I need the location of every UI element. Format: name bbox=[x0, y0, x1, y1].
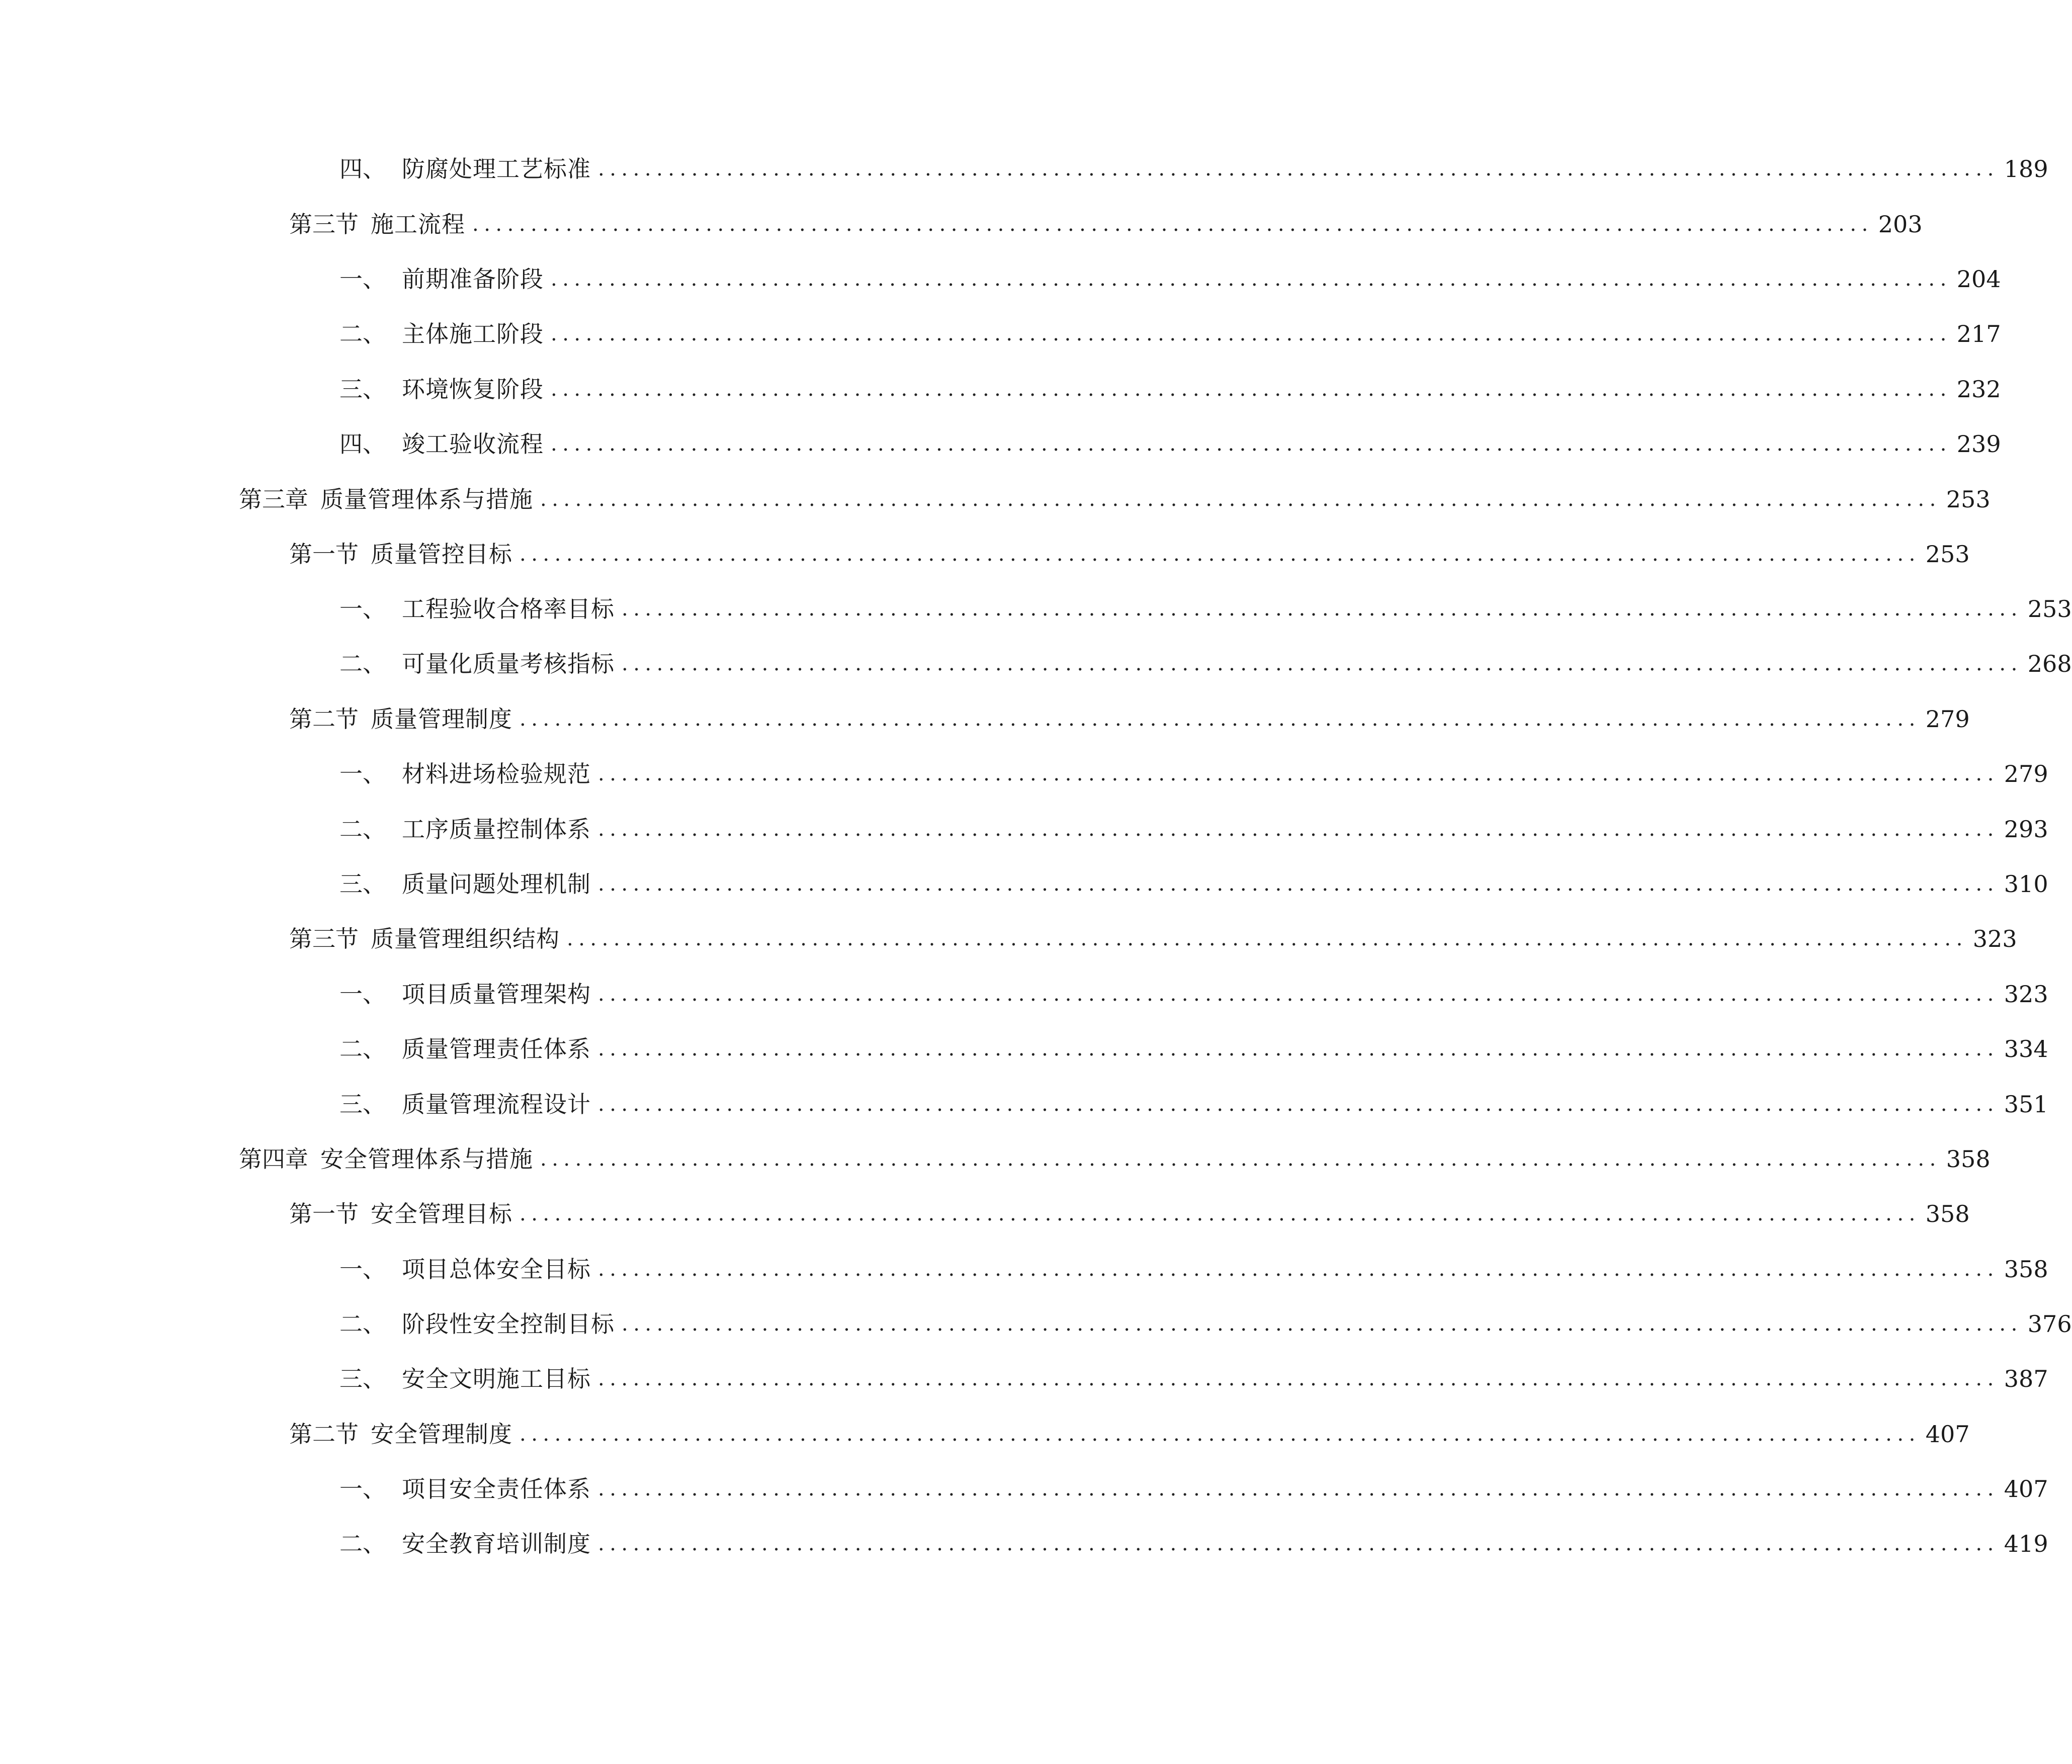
toc-entry-number: 第三节 bbox=[289, 925, 359, 952]
toc-entry[interactable] bbox=[239, 1139, 1991, 1179]
toc-entry-page: 419 bbox=[2004, 1530, 2048, 1557]
toc-entry-page: 253 bbox=[1925, 541, 1970, 568]
toc-entry[interactable] bbox=[289, 204, 1923, 244]
toc-entry-title: 质量问题处理机制 bbox=[402, 870, 591, 898]
toc-entry[interactable] bbox=[289, 1194, 1970, 1234]
toc-entry[interactable] bbox=[339, 1084, 2048, 1124]
toc-entry-page: 358 bbox=[1925, 1200, 1970, 1227]
toc-entry[interactable] bbox=[339, 1524, 2048, 1564]
toc-entry-page: 376 bbox=[2027, 1310, 2072, 1338]
toc-entry-number: 第二节 bbox=[289, 705, 359, 733]
toc-entry-number: 三、 bbox=[339, 1091, 386, 1118]
toc-entry-page: 268 bbox=[2027, 650, 2072, 677]
toc-entry-page: 232 bbox=[1956, 376, 2001, 403]
toc-entry-page: 351 bbox=[2004, 1091, 2048, 1118]
dot-leader: ........................................................................................................................ bbox=[520, 708, 1921, 731]
toc-entry-title: 材料进场检验规范 bbox=[402, 760, 591, 787]
toc-entry-page: 293 bbox=[2004, 816, 2048, 843]
toc-entry[interactable] bbox=[239, 479, 1991, 519]
dot-leader: ........................................................................................................................ bbox=[520, 543, 1921, 566]
dot-leader: ........................................................................................................................ bbox=[598, 818, 1999, 841]
toc-entry-title: 质量管理体系与措施 bbox=[320, 486, 533, 513]
dot-leader: ........................................................................................................................ bbox=[622, 1312, 2023, 1336]
toc-entry-title: 安全管理制度 bbox=[371, 1421, 512, 1448]
dot-leader: ........................................................................................................................ bbox=[567, 927, 1968, 950]
dot-leader: ........................................................................................................................ bbox=[551, 378, 1952, 401]
toc-entry[interactable] bbox=[339, 369, 2001, 409]
dot-leader: ........................................................................................................................ bbox=[540, 1148, 1941, 1171]
toc-entry-title: 可量化质量考核指标 bbox=[402, 650, 615, 677]
dot-leader: ........................................................................................................................ bbox=[622, 652, 2023, 675]
toc-entry-number: 第四章 bbox=[239, 1145, 308, 1173]
toc-entry-number: 二、 bbox=[339, 1035, 386, 1063]
toc-entry-number: 四、 bbox=[339, 430, 386, 458]
toc-entry[interactable] bbox=[339, 1029, 2048, 1069]
toc-entry-number: 二、 bbox=[339, 1310, 386, 1338]
toc-entry-number: 二、 bbox=[339, 650, 386, 677]
toc-entry-number: 第一节 bbox=[289, 541, 359, 568]
toc-entry-title: 项目总体安全目标 bbox=[402, 1256, 591, 1283]
toc-entry-page: 253 bbox=[2027, 595, 2072, 623]
dot-leader: ........................................................................................................................ bbox=[598, 1532, 1999, 1555]
toc-entry-title: 安全文明施工目标 bbox=[402, 1365, 591, 1392]
dot-leader: ........................................................................................................................ bbox=[520, 1202, 1921, 1225]
toc-entry-page: 279 bbox=[1925, 705, 1970, 733]
toc-entry-page: 204 bbox=[1956, 266, 2001, 293]
toc-entry-title: 防腐处理工艺标准 bbox=[402, 155, 591, 183]
toc-entry[interactable] bbox=[339, 864, 2048, 904]
toc-entry-number: 一、 bbox=[339, 981, 386, 1008]
toc-entry-number: 三、 bbox=[339, 1365, 386, 1392]
toc-entry-number: 三、 bbox=[339, 376, 386, 403]
toc-entry-title: 阶段性安全控制目标 bbox=[402, 1310, 615, 1338]
toc-entry-number: 第一节 bbox=[289, 1200, 359, 1227]
toc-entry-number: 三、 bbox=[339, 870, 386, 898]
toc-entry-number: 一、 bbox=[339, 760, 386, 787]
toc-entry-number: 一、 bbox=[339, 1256, 386, 1283]
toc-entry-number: 二、 bbox=[339, 816, 386, 843]
dot-leader: ........................................................................................................................ bbox=[598, 1093, 1999, 1116]
toc-entry-page: 323 bbox=[1972, 925, 2017, 952]
toc-entry-title: 环境恢复阶段 bbox=[402, 376, 544, 403]
toc-entry-page: 203 bbox=[1878, 211, 1923, 238]
toc-entry[interactable] bbox=[289, 919, 2017, 959]
toc-entry-title: 质量管理流程设计 bbox=[402, 1091, 591, 1118]
dot-leader: ........................................................................................................................ bbox=[540, 488, 1941, 511]
toc-entry-title: 主体施工阶段 bbox=[402, 320, 544, 347]
dot-leader: ........................................................................................................................ bbox=[551, 432, 1952, 456]
toc-entry-page: 189 bbox=[2004, 155, 2048, 183]
toc-entry[interactable] bbox=[339, 149, 2048, 189]
toc-entry-title: 工序质量控制体系 bbox=[402, 816, 591, 843]
toc-entry[interactable] bbox=[339, 314, 2001, 354]
toc-entry-page: 358 bbox=[1946, 1145, 1991, 1173]
toc-entry-page: 358 bbox=[2004, 1256, 2048, 1283]
toc-entry-page: 217 bbox=[1956, 320, 2001, 347]
toc-entry-title: 质量管理制度 bbox=[371, 705, 512, 733]
toc-entry-page: 407 bbox=[1925, 1421, 1970, 1448]
toc-entry[interactable] bbox=[339, 424, 2001, 464]
toc-entry-page: 323 bbox=[2004, 981, 2048, 1008]
toc-entry-number: 第三节 bbox=[289, 211, 359, 238]
dot-leader: ........................................................................................................................ bbox=[520, 1423, 1921, 1446]
toc-entry-page: 407 bbox=[2004, 1475, 2048, 1503]
toc-entry-title: 安全管理目标 bbox=[371, 1200, 512, 1227]
toc-entry-title: 质量管理组织结构 bbox=[371, 925, 560, 952]
toc-entry[interactable] bbox=[339, 809, 2048, 849]
dot-leader: ........................................................................................................................ bbox=[598, 1367, 1999, 1390]
toc-entry-page: 279 bbox=[2004, 760, 2048, 787]
toc-entry-title: 质量管理责任体系 bbox=[402, 1035, 591, 1063]
toc-entry-number: 一、 bbox=[339, 1475, 386, 1503]
toc-entry-number: 一、 bbox=[339, 266, 386, 293]
dot-leader: ........................................................................................................................ bbox=[598, 872, 1999, 896]
toc-entry-number: 二、 bbox=[339, 320, 386, 347]
toc-entry[interactable] bbox=[339, 1469, 2048, 1509]
dot-leader: ........................................................................................................................ bbox=[598, 762, 1999, 785]
toc-entry[interactable] bbox=[339, 974, 2048, 1014]
dot-leader: ........................................................................................................................ bbox=[551, 322, 1952, 345]
toc-entry[interactable] bbox=[339, 644, 2072, 684]
dot-leader: ........................................................................................................................ bbox=[598, 1037, 1999, 1061]
toc-entry-title: 工程验收合格率目标 bbox=[402, 595, 615, 623]
toc-entry-title: 项目质量管理架构 bbox=[402, 981, 591, 1008]
dot-leader: ........................................................................................................................ bbox=[598, 157, 1999, 181]
toc-entry-page: 387 bbox=[2004, 1365, 2048, 1392]
dot-leader: ........................................................................................................................ bbox=[598, 1258, 1999, 1281]
toc-entry-page: 334 bbox=[2004, 1035, 2048, 1063]
toc-entry[interactable] bbox=[339, 589, 2072, 629]
dot-leader: ........................................................................................................................ bbox=[622, 597, 2023, 621]
toc-entry[interactable] bbox=[289, 1414, 1970, 1454]
toc-entry-title: 施工流程 bbox=[371, 211, 465, 238]
dot-leader: ........................................................................................................................ bbox=[598, 1477, 1999, 1501]
toc-entry[interactable] bbox=[289, 534, 1970, 574]
toc-entry[interactable] bbox=[339, 1304, 2072, 1344]
toc-entry-number: 二、 bbox=[339, 1530, 386, 1557]
toc-entry-title: 安全教育培训制度 bbox=[402, 1530, 591, 1557]
toc-entry-title: 竣工验收流程 bbox=[402, 430, 544, 458]
toc-entry-page: 253 bbox=[1946, 486, 1991, 513]
toc-entry-page: 310 bbox=[2004, 870, 2048, 898]
toc-entry[interactable] bbox=[339, 259, 2001, 299]
toc-entry-number: 一、 bbox=[339, 595, 386, 623]
toc-entry[interactable] bbox=[339, 754, 2048, 794]
toc-entry[interactable] bbox=[339, 1359, 2048, 1399]
toc-entry-number: 四、 bbox=[339, 155, 386, 183]
toc-entry-page: 239 bbox=[1956, 430, 2001, 458]
toc-entry-number: 第三章 bbox=[239, 486, 308, 513]
toc-entry-number: 第二节 bbox=[289, 1421, 359, 1448]
toc-entry-title: 质量管控目标 bbox=[371, 541, 512, 568]
dot-leader: ........................................................................................................................ bbox=[472, 213, 1873, 236]
toc-entry-title: 项目安全责任体系 bbox=[402, 1475, 591, 1503]
dot-leader: ........................................................................................................................ bbox=[551, 268, 1952, 291]
toc-entry[interactable] bbox=[289, 699, 1970, 739]
toc-entry[interactable] bbox=[339, 1249, 2048, 1289]
toc-entry-title: 安全管理体系与措施 bbox=[320, 1145, 533, 1173]
dot-leader: ........................................................................................................................ bbox=[598, 983, 1999, 1006]
toc-entry-title: 前期准备阶段 bbox=[402, 266, 544, 293]
